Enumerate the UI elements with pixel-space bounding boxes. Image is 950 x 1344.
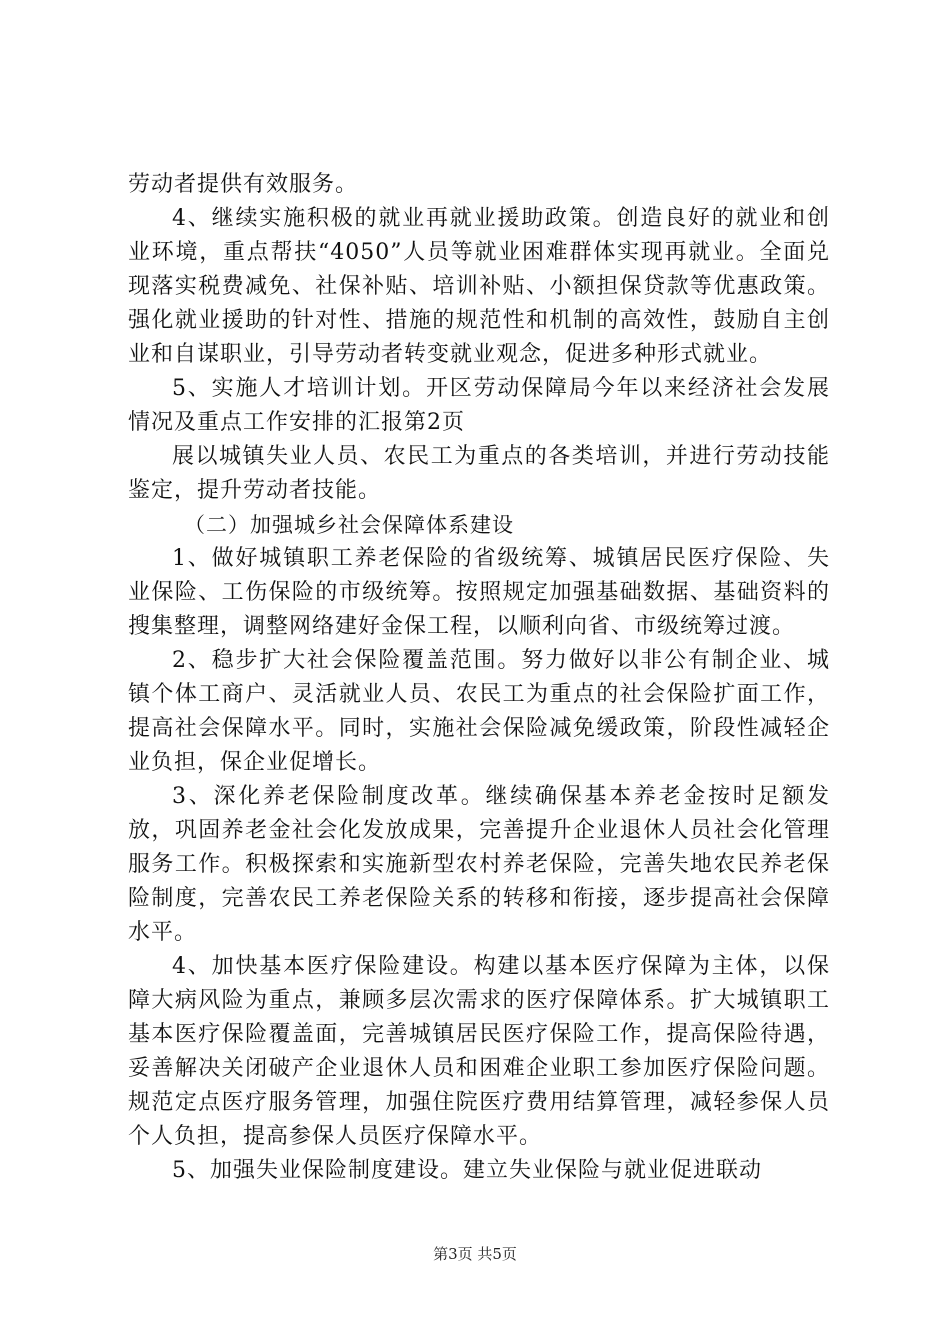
paragraph-continuation: 劳动者提供有效服务。 xyxy=(128,172,359,197)
section-heading-social-security: （二）加强城乡社会保障体系建设 xyxy=(184,513,514,537)
paragraph-employment-assistance: 4、继续实施积极的就业再就业援助政策。创造良好的就业和创业环境，重点帮扶“4050”人员等就业困难群体实现再就业。全面兑现落实税费减免、社保补贴、培训补贴、小额担保贷款等优惠政策。强化就业援助的针对性、措施的规范性和机制的高效性，鼓励自主创业和自谋职业，引导劳动者转变就业观念，促进多种形式就业。 xyxy=(128,206,830,367)
paragraph-medical-insurance: 4、加快基本医疗保险建设。构建以基本医疗保障为主体，以保障大病风险为重点，兼顾多层次需求的医疗保障体系。扩大城镇职工基本医疗保险覆盖面，完善城镇居民医疗保险工作，提高保险待遇，妥善解决关闭破产企业退休人员和困难企业职工参加医疗保险问题。规范定点医疗服务管理，加强住院医疗费用结算管理，减轻参保人员个人负担，提高参保人员医疗保障水平。 xyxy=(128,954,830,1149)
page-footer: 第3页 共5页 xyxy=(433,1245,517,1263)
paragraph-pension-reform: 3、深化养老保险制度改革。继续确保基本养老金按时足额发放，巩固养老金社会化发放成果，完善提升企业退休人员社会化管理服务工作。积极探索和实施新型农村养老保险，完善失地农民养老保险制度，完善农民工养老保险关系的转移和衔接，逐步提高社会保障水平。 xyxy=(128,784,830,945)
paragraph-unemployment-insurance: 5、加强失业保险制度建设。建立失业保险与就业促进联动 xyxy=(172,1158,762,1183)
paragraph-talent-training: 5、实施人才培训计划。开区劳动保障局今年以来经济社会发展情况及重点工作安排的汇报第2页 xyxy=(128,376,830,435)
paragraph-pension-coordination: 1、做好城镇职工养老保险的省级统筹、城镇居民医疗保险、失业保险、工伤保险的市级统筹。按照规定加强基础数据、基础资料的搜集整理，调整网络建好金保工程，以顺利向省、市级统筹过渡。 xyxy=(128,546,830,639)
paragraph-coverage-expansion: 2、稳步扩大社会保险覆盖范围。努力做好以非公有制企业、城镇个体工商户、灵活就业人员、农民工为重点的社会保险扩面工作，提高社会保障水平。同时，实施社会保险减免缓政策，阶段性减轻企业负担，保企业促增长。 xyxy=(128,648,830,775)
document-body xyxy=(128,168,830,1188)
paragraph-training-continuation: 展以城镇失业人员、农民工为重点的各类培训，并进行劳动技能鉴定，提升劳动者技能。 xyxy=(128,444,830,503)
